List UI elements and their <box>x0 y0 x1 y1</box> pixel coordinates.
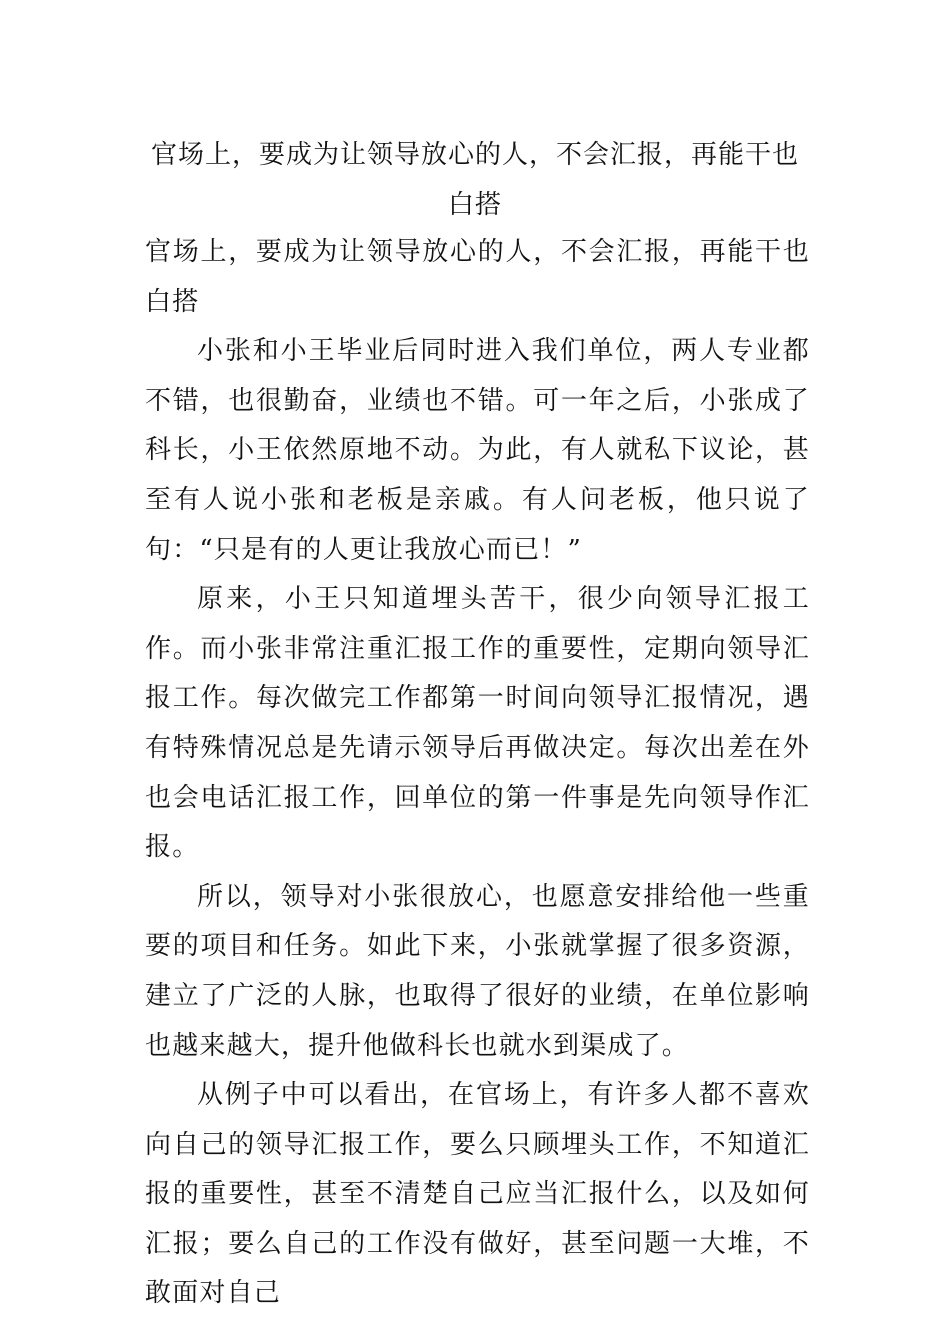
document-title: 官场上，要成为让领导放心的人，不会汇报，再能干也白搭 <box>150 140 799 220</box>
paragraph-2: 原来，小王只知道埋头苦干，很少向领导汇报工作。而小张非常注重汇报工作的重要性，定期向领导汇报工作。每次做完工作都第一时间向领导汇报情况，遇有特殊情况总是先请示领导后再做决定。每次出差在外也会电话汇报工作，回单位的第一件事是先向领导作汇报。 <box>145 584 810 863</box>
paragraph-4: 从例子中可以看出，在官场上，有许多人都不喜欢向自己的领导汇报工作，要么只顾埋头工作，不知道汇报的重要性，甚至不清楚自己应当汇报什么，以及如何汇报；要么自己的工作没有做好，甚至问题一大堆，不敢面对自己 <box>145 1080 810 1309</box>
document-body <box>145 228 810 1319</box>
paragraph-1: 小张和小王毕业后同时进入我们单位，两人专业都不错，也很勤奋，业绩也不错。可一年之后，小张成了科长，小王依然原地不动。为此，有人就私下议论，甚至有人说小张和老板是亲戚。有人问老板，他只说了句：“只是有的人更让我放心而已！” <box>145 336 810 565</box>
paragraph-3: 所以，领导对小张很放心，也愿意安排给他一些重要的项目和任务。如此下来，小张就掌握了很多资源，建立了广泛的人脉，也取得了很好的业绩，在单位影响也越来越大，提升他做科长也就水到渠成了。 <box>145 881 810 1061</box>
heading-repeat-paragraph: 官场上，要成为让领导放心的人，不会汇报，再能干也白搭 <box>145 237 810 317</box>
